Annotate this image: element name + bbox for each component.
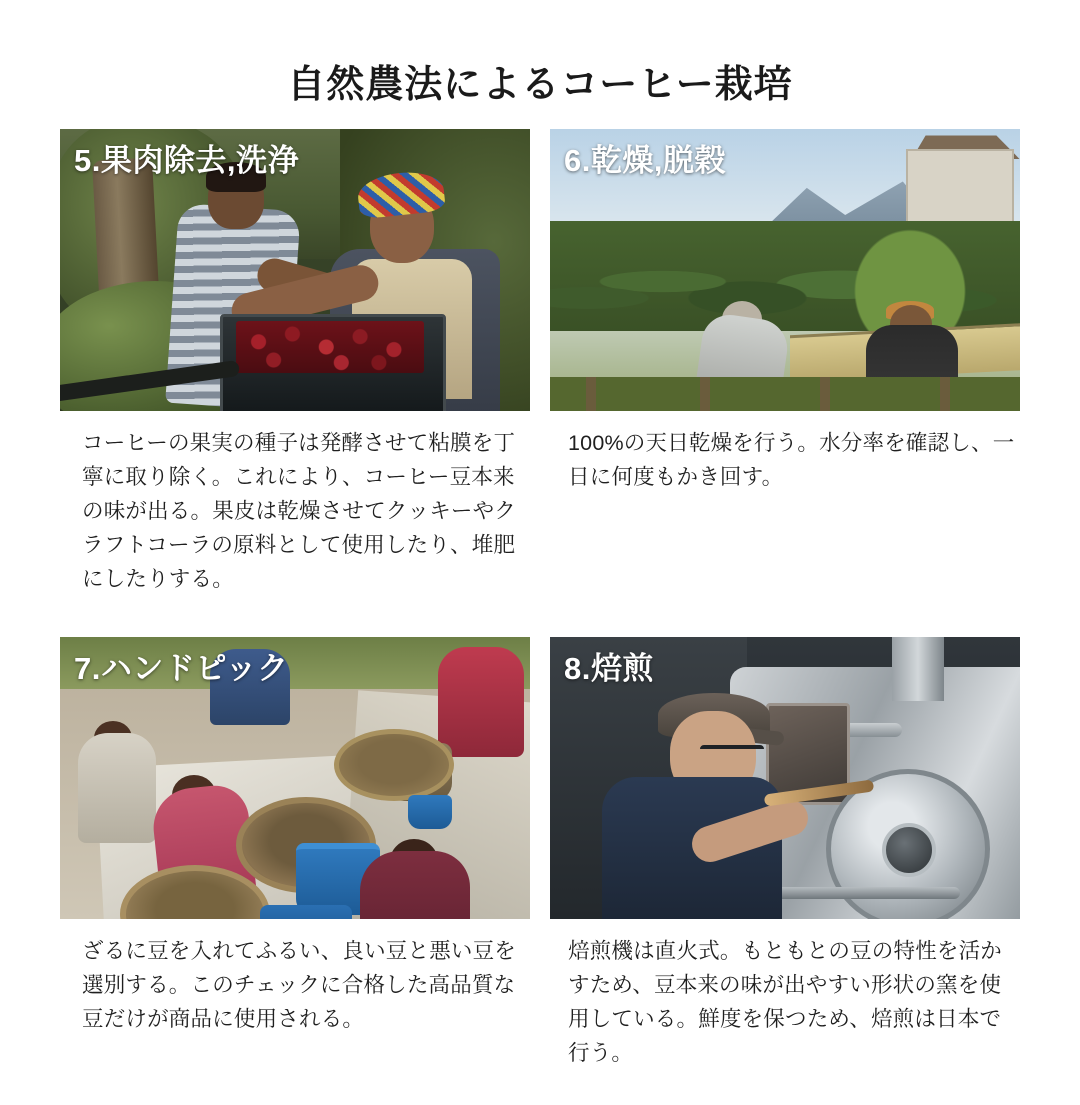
photo-bucket-small <box>408 795 452 829</box>
photo-coffee-cherries <box>236 321 424 373</box>
photo-woman-c <box>78 733 156 843</box>
steps-grid <box>60 129 1020 1092</box>
step-5-overlay-label: 5.果肉除去,洗浄 <box>74 143 299 179</box>
step-6-description: 100%の天日乾燥を行う。水分率を確認し、一日に何度もかき回す。 <box>568 431 1015 490</box>
step-6-photo <box>550 129 1020 411</box>
step-5-description: コーヒーの果実の種子は発酵させて粘膜を丁寧に取り除く。これにより、コーヒー豆本来の味が出る。果皮は乾燥させてクッキーやクラフトコーラの原料として使用したり、堆肥にしたりする。 <box>82 431 517 592</box>
step-card-8 <box>550 637 1020 1092</box>
photo-roaster-chimney <box>892 637 944 701</box>
photo-drying-bed-legs <box>550 377 1020 411</box>
step-card-6 <box>550 129 1020 618</box>
photo-roaster-drum-hub <box>882 823 936 877</box>
step-7-overlay-label: 7.ハンドピック <box>74 650 289 686</box>
step-7-photo <box>60 637 530 919</box>
photo-woman-b <box>360 851 470 919</box>
step-8-description: 焙煎機は直火式。もともとの豆の特性を活かすため、豆本来の味が出やすい形状の窯を使用している。鮮度を保つため、焙煎は日本で行う。 <box>568 938 1003 1065</box>
step-8-photo <box>550 637 1020 919</box>
photo-roaster-lower-pipe <box>760 887 960 899</box>
step-7-description: ざるに豆を入れてふるい、良い豆と悪い豆を選別する。このチェックに合格した高品質な豆だけが商品に使用される。 <box>82 938 517 1031</box>
photo-sieve-back <box>334 729 454 801</box>
photo-woman-d <box>438 647 524 757</box>
step-6-overlay-label: 6.乾燥,脱穀 <box>564 143 726 179</box>
photo-bucket-blue-lower <box>260 905 352 919</box>
photo-roaster-operator-glasses <box>700 745 764 765</box>
step-card-5 <box>60 129 530 618</box>
infographic-page <box>0 25 1080 1105</box>
step-5-photo <box>60 129 530 411</box>
photo-house <box>906 149 1014 231</box>
step-8-overlay-label: 8.焙煎 <box>564 650 654 686</box>
page-title: 自然農法によるコーヒー栽培 <box>287 64 793 107</box>
step-card-7 <box>60 637 530 1092</box>
